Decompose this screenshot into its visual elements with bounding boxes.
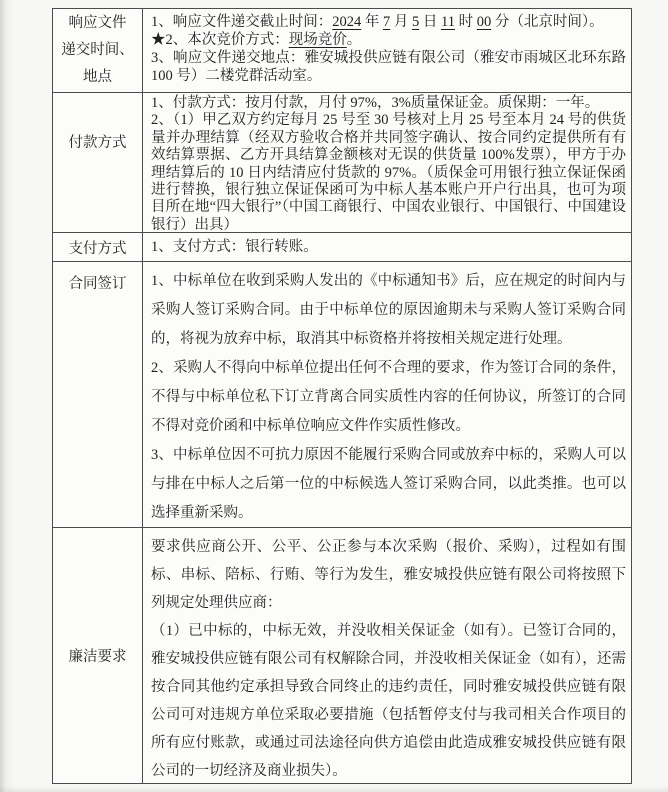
paragraph-no-unreasonable-terms — [151, 354, 626, 441]
row-label-line: 响应文件 — [68, 15, 127, 31]
text-segment: 2、采购人不得向中标单位提出任何不合理的要求，作为签订合同的条件，不得与中标单位私下订立背离合同实质性内容的任何协议，所签订的合同不得对竞价函和中标单位响应文件作实质性修改。 — [151, 360, 626, 434]
row-label-cell — [53, 262, 143, 527]
row-content-cell — [143, 233, 631, 261]
text-segment: 。 — [346, 32, 362, 48]
scan-shadow-left — [0, 0, 14, 792]
row-label-line: 付款方式 — [68, 135, 127, 151]
underlined-value: 11 — [441, 14, 455, 30]
row-label-cell — [53, 93, 143, 232]
text-segment: 年 — [361, 14, 383, 30]
text-segment: 分（北京时间）。 — [491, 14, 604, 30]
underlined-value: 2024 — [332, 14, 362, 30]
row-payment-method — [53, 232, 631, 261]
text-segment: 1、响应文件递交截止时间： — [151, 14, 333, 30]
row-integrity-requirements — [53, 527, 631, 783]
paragraph-fair-participation — [151, 533, 626, 617]
underlined-value: 00 — [476, 14, 492, 30]
row-label-line: 廉洁要求 — [68, 649, 127, 665]
text-segment: 1、付款方式：按月付款，月付 97%，3%质量保证金。质保期：一年。 — [151, 95, 600, 111]
text-segment: 日 — [419, 14, 441, 30]
row-label-cell — [53, 233, 143, 261]
row-label-line: 支付方式 — [68, 240, 127, 257]
row-content-cell — [143, 9, 631, 92]
text-segment: 1、支付方式：银行转账。 — [151, 239, 318, 255]
procurement-terms-table — [52, 8, 632, 784]
underlined-value: 现场竞价 — [288, 32, 347, 48]
paragraph-violation-penalties — [151, 617, 626, 783]
row-content-cell — [143, 262, 631, 527]
scan-shadow-bottom — [0, 786, 668, 792]
row-label-cell — [53, 9, 143, 92]
text-segment: （1）已中标的，中标无效，并没收相关保证金（如有）。已签订合同的，雅安城投供应链有限公司有权解除合同，并没收相关保证金（如有），还需按合同其他约定承担导致合同终止的违约责任，同时雅安城投供应链有限公司可对违规方单位采取必要措施（包括暂停支付与我司相关合作项目的所有应付账款，或通过司法途径向供方追偿由此造成雅安城投供应链有限公司的一切经济及商业损失）。 — [151, 623, 626, 779]
paragraph-settlement-detail — [151, 112, 626, 232]
paragraph-submission-deadline — [151, 13, 626, 31]
text-segment: 3、中标单位因不可抗力原因不能履行采购合同或放弃中标的，采购人可以与排在中标人之后第一位的中标候选人签订采购合同，以此类推。也可以选择重新采购。 — [151, 447, 626, 521]
row-label-cell — [53, 528, 143, 783]
paragraph-bidding-method — [151, 31, 626, 49]
row-label-line: 地点 — [83, 69, 112, 85]
text-segment: 月 — [390, 14, 412, 30]
row-label-line: 递交时间、 — [61, 42, 134, 58]
text-segment: 1、中标单位在收到采购人发出的《中标通知书》后，应在规定的时间内与采购人签订采购合同。由于中标单位的原因逾期未与采购人签订采购合同的，将视为放弃中标，取消其中标资格并将按相关规定进行处理。 — [151, 273, 626, 347]
underlined-value: 5 — [412, 14, 420, 30]
paragraph-submission-location — [151, 49, 626, 85]
text-segment: ★2、本次竞价方式： — [151, 32, 289, 48]
text-segment: 时 — [454, 14, 477, 30]
row-contract-signing — [53, 261, 631, 527]
text-segment: 3、响应文件递交地点：雅安城投供应链有限公司（雅安市雨城区北环东路 100 号）二楼党群活动室。 — [151, 50, 626, 84]
paragraph-signing-deadline — [151, 267, 626, 354]
underlined-value: 7 — [383, 14, 391, 30]
row-label-line: 合同签订 — [68, 276, 127, 292]
paragraph-bank-transfer — [151, 238, 626, 256]
paragraph-payment-schedule — [151, 95, 626, 112]
row-content-cell — [143, 528, 631, 783]
paragraph-force-majeure — [151, 441, 626, 527]
row-payment-terms — [53, 92, 631, 232]
text-segment: 2、（1）甲乙双方约定每月 25 号至 30 号核对上月 25 号至本月 24 号的供货量并办理结算（经双方验收合格并共同签字确认、按合同约定提供所有有效结算票据、乙方开具结算金额核对无误的供货量 100%发票），甲方于办理结算后的 10 日内结清应付货款的 97%。（质保金可用银行独立保证保函进行替换，银行独立保证保函可为中标人基本账户开户行出具，也可为项目所在地“四大银行”（中国工商银行、中国农业银行、中国银行、中国建设银行）出具） — [151, 112, 626, 232]
row-content-cell — [143, 93, 631, 232]
row-response-submission — [53, 9, 631, 92]
text-segment: 要求供应商公开、公平、公正参与本次采购（报价、采购），过程如有围标、串标、陪标、行贿、等行为发生，雅安城投供应链有限公司将按照下列规定处理供应商： — [151, 539, 626, 611]
